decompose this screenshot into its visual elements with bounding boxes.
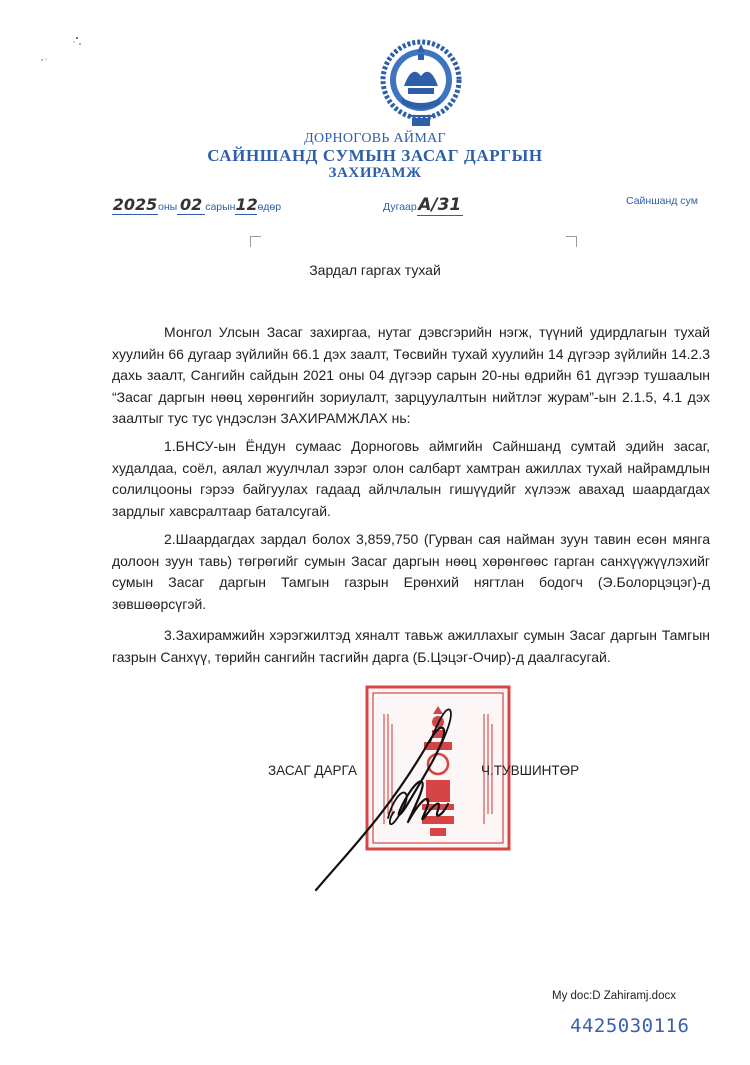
date-day-suffix: өдөр xyxy=(257,201,282,213)
aimag-name: ДОРНОГОВЬ АЙМАГ xyxy=(304,131,446,146)
signatory-name: Ч.ТУВШИНТӨР xyxy=(481,763,580,778)
signatory-position: ЗАСАГ ДАРГА xyxy=(268,763,357,778)
date-year-suffix: оны xyxy=(158,201,178,213)
scan-specks xyxy=(36,32,96,72)
body-item-2 xyxy=(112,529,710,615)
body-item-3 xyxy=(112,625,710,668)
document-serial-number: 4425030116 xyxy=(570,1015,690,1037)
body-item-1 xyxy=(112,436,710,522)
state-emblem-icon xyxy=(378,36,464,132)
place-line: Сайншанд сум xyxy=(626,195,698,207)
issuer-title: САЙНШАНД СУМЫН ЗАСАГ ДАРГЫН xyxy=(207,146,543,165)
date-year: 2025 xyxy=(112,195,158,214)
number-line xyxy=(383,195,463,216)
file-reference: My doc:D Zahiramj.docx xyxy=(552,990,676,1002)
item-1-text: 1.БНСУ-ын Ёндун сумаас Дорноговь аймгийн Сайншанд сумтай эдийн засаг, худалдаа, соёл, аялал жуулчлал зэрэг олон салбарт хамтран ажиллах тухай найрамдлын солилцооны гэрээ байгуулах гадаад айлчлалын гишүүдийг хүлээж авахад шаардагдах зардлыг хавсралтаар баталсугай. xyxy=(112,438,710,519)
handwritten-signature-icon xyxy=(310,700,470,900)
corner-mark-right xyxy=(566,236,577,247)
date-day: 12 xyxy=(235,195,258,214)
corner-mark-left xyxy=(250,236,261,247)
document-subject: Зардал гаргах тухай xyxy=(309,262,441,278)
number-label: Дугаар xyxy=(383,201,417,213)
date-month-suffix: сарын xyxy=(205,201,236,213)
document-number: А/31 xyxy=(418,195,462,215)
body-intro xyxy=(112,322,710,430)
document-type: ЗАХИРАМЖ xyxy=(328,165,422,181)
item-2-text: 2.Шаардагдах зардал болох 3,859,750 (Гурван сая найман зуун тавин есөн мянга долоон зуун тавь) төгрөгийг сумын Засаг даргын нөөц хөрөнгөөс гарган санхүүжүүлэхийг сумын Засаг даргын Тамгын газрын Ерөнхий нягтлан бодогч (Э.Болорцэцэг)-д зөвшөөрсүгэй. xyxy=(112,531,710,612)
date-month: 02 xyxy=(177,195,205,215)
item-3-text: 3.Захирамжийн хэрэгжилтэд хяналт тавьж ажиллахыг сумын Засаг даргын Тамгын газрын Санхүү, төрийн сангийн тасгийн дарга (Б.Цэцэг-Очир)-д даалгасугай. xyxy=(112,627,710,665)
intro-text: Монгол Улсын Засаг захиргаа, нутаг дэвсгэрийн нэгж, түүний удирдлагын тухай хуулийн 66 дугаар зүйлийн 66.1 дэх заалт, Төсвийн тухай хуулийн 14 дүгээр зүйлийн 14.2.3 дахь заалт, Сангийн сайдын 2021 оны 04 дүгээр сарын 20-ны өдрийн 61 дүгээр тушаалын “Засаг даргын нөөц хөрөнгийн зориулалт, зарцуулалтын нийтлэг журам”-ын 2.1.5, 4.1 дэх заалтыг тус тус үндэслэн ЗАХИРАМЖЛАХ нь: xyxy=(112,324,710,426)
date-line xyxy=(112,195,281,215)
